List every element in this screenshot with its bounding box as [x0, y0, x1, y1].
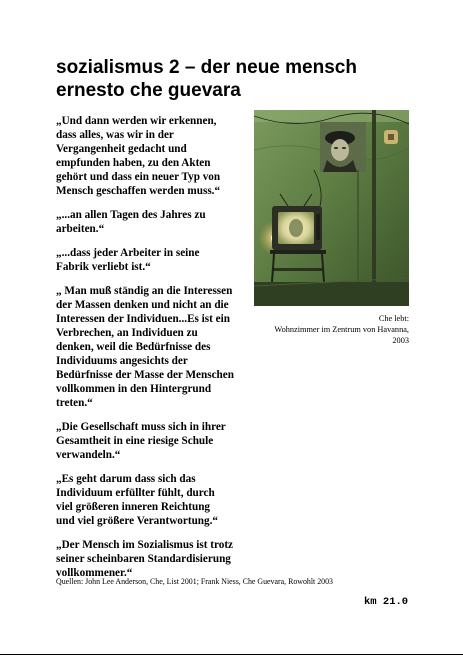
page-title [56, 56, 357, 102]
quote-3: „...dass jeder Arbeiter in seine Fabrik verliebt ist.“ [56, 247, 200, 273]
quote-5: „Die Gesellschaft muss sich in ihrer Gesamtheit in eine riesige Schule verwandeln.“ [56, 421, 226, 461]
che-poster [320, 122, 366, 172]
quote-1: „Und dann werden wir erkennen, dass alles, was wir in der Vergangenheit gedacht und empfunden haben, zu den Akten gehört und dass ein neuer Typ von Mensch geschaffen werden muss.“ [56, 115, 221, 197]
caption-line-2: Wohnzimmer im Zentrum von Havanna, [274, 325, 409, 334]
sources-line: Quellen: John Lee Anderson, Che, List 2001; Frank Niess, Che Guevara, Rowohlt 2003 [56, 577, 334, 586]
caption-line-3: 2003 [392, 336, 409, 345]
quotes-column [56, 114, 242, 590]
title-line-2: ernesto che guevara [56, 80, 241, 101]
quote-6: „Es geht darum dass sich das Individuum erfüllter fühlt, durch viel größeren inneren Reichtung und viel größere Verantwortung.“ [56, 473, 219, 527]
quote-2: „...an allen Tagen des Jahres zu arbeiten.“ [56, 209, 206, 235]
photo-caption [250, 313, 409, 346]
bottom-divider [0, 654, 463, 655]
caption-line-1: Che lebt: [378, 314, 409, 323]
title-line-1: sozialismus 2 – der neue mensch [56, 57, 357, 78]
quote-7: „Der Mensch im Sozialismus ist trotz seiner scheinbaren Standardisierung vollkommener.“ [56, 539, 234, 579]
photo-che-living-room [254, 110, 409, 306]
quote-4: „ Man muß ständig an die Interessen der Massen denken und nicht an die Interessen der Individuen...Es ist ein Verbrechen, an Individuen zu denken, weil die Bedürfnisse des Individuums angesichts der Bedürfnisse der Masse der Menschen vollkommen in den Hintergrund treten.“ [56, 285, 234, 409]
page-number: km 21.0 [364, 596, 409, 608]
